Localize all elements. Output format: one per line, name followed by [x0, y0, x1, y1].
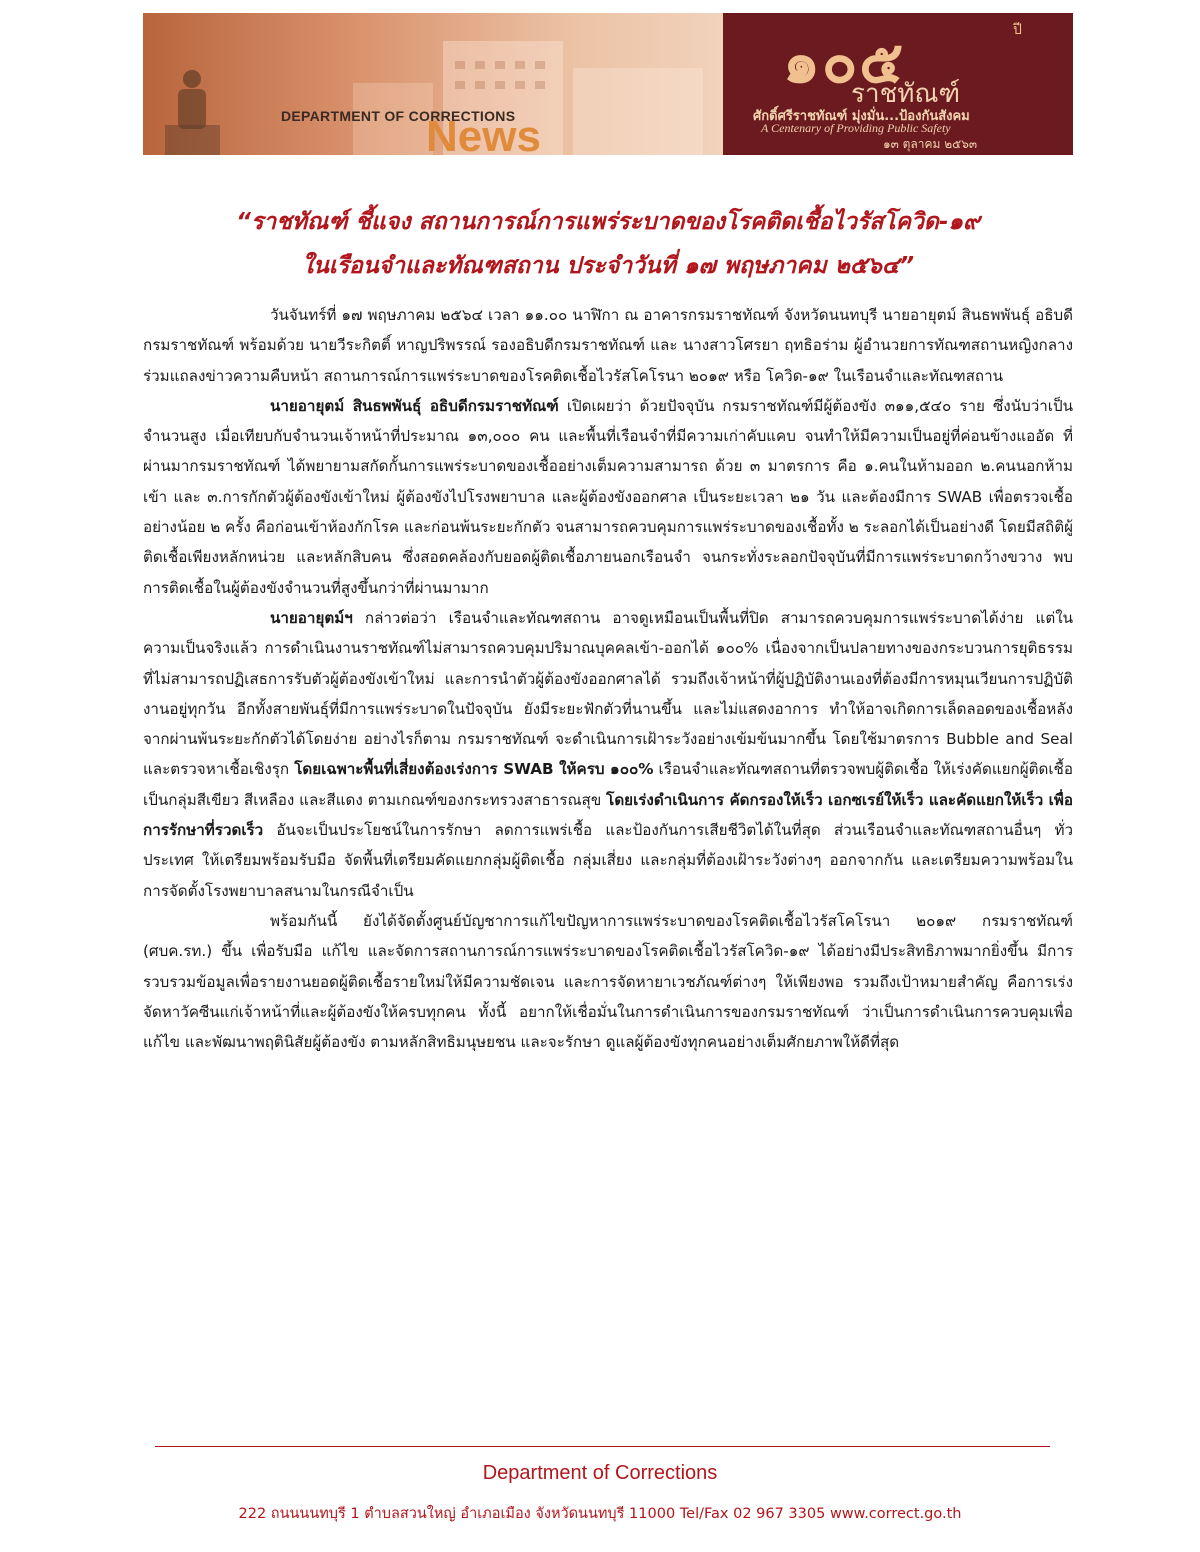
footer-divider: [155, 1446, 1050, 1447]
paragraph-3-bold-3: โดยเร่งดำเนินการ คัดกรองให้เร็ว เอกซเรย์ให้เร็ว และคัดแยกให้เร็ว เพื่อการรักษาที่รวดเร็ว: [143, 790, 1073, 840]
anniversary-date: ๑๓ ตุลาคม ๒๕๖๓: [883, 137, 978, 151]
anniversary-logo: [723, 13, 1073, 155]
anniversary-sup: ปี: [1013, 22, 1022, 38]
paragraph-2: [143, 391, 1073, 603]
headline-line-2: ในเรือนจำและทัณฑสถาน ประจำวันที่ ๑๗ พฤษภาคม ๒๕๖๔”: [301, 253, 915, 279]
headline-line-1: “ราชทัณฑ์ ชี้แจง สถานการณ์การแพร่ระบาดของโรคติดเชื้อไวรัสโควิด-๑๙: [236, 209, 980, 235]
paragraph-3: [143, 603, 1073, 906]
paragraph-3-bold-2: โดยเฉพาะพื้นที่เสี่ยงต้องเร่งการ SWAB ให้ครบ ๑๐๐%: [294, 760, 654, 779]
anniversary-title: ราชทัณฑ์: [851, 79, 961, 109]
paragraph-3-bold-1: นายอายุตม์ฯ: [270, 608, 353, 627]
anniversary-number: ๑๐๕: [783, 28, 906, 96]
banner-photo: [143, 13, 723, 155]
footer-organization: Department of Corrections: [482, 1462, 718, 1484]
paragraph-4: พร้อมกันนี้ ยังได้จัดตั้งศูนย์บัญชาการแก้ไขปัญหาการแพร่ระบาดของโรคติดเชื้อไวรัสโคโรนา ๒๐๑๙ กรมราชทัณฑ์ (ศบค.รท.) ขึ้น เพื่อรับมือ แก้ไข และจัดการสถานการณ์การแพร่ระบาดของโรคติดเชื้อไวรัสโควิด-๑๙ ได้อย่างมีประสิทธิภาพมากยิ่งขึ้น มีการรวบรวมข้อมูลเพื่อรายงานยอดผู้ติดเชื้อรายใหม่ให้มีความชัดเจน และการจัดหายาเวชภัณฑ์ต่างๆ ให้เพียงพอ รวมถึงเป้าหมายสำคัญ คือการเร่งจัดหาวัคซีนแก่เจ้าหน้าที่และผู้ต้องขังให้ครบทุกคน ทั้งนี้ อยากให้เชื่อมั่นในการดำเนินการของกรมราชทัณฑ์ ว่าเป็นการดำเนินการควบคุมเพื่อแก้ไข และพัฒนาพฤตินิสัยผู้ต้องขัง ตามหลักสิทธิมนุษยชน และจะรักษา ดูแลผู้ต้องขังทุกคนอย่างเต็มศักยภาพให้ดีที่สุด: [143, 911, 1073, 1052]
footer-address: 222 ถนนนนทบุรี 1 ตำบลสวนใหญ่ อำเภอเมือง จังหวัดนนทบุรี 11000 Tel/Fax 02 967 3305 www.correct.go.th: [238, 1506, 962, 1522]
anniversary-slogan: ศักดิ์ศรีราชทัณฑ์ มุ่งมั่น...ป้องกันสังคม: [753, 109, 970, 124]
news-label: News: [426, 112, 541, 155]
article-body: [143, 300, 1073, 1057]
paragraph-3-text-2: เรือนจำและทัณฑสถานที่ตรวจพบผู้ติดเชื้อ ให้เร่งคัดแยกผู้ติดเชื้อเป็นกลุ่มสีเขียว สีเหลือง และสีแดง ตามเกณฑ์ของกระทรวงสาธารณสุข: [143, 760, 1073, 809]
paragraph-3-text-1: กล่าวต่อว่า เรือนจำและทัณฑสถาน อาจดูเหมือนเป็นพื้นที่ปิด สามารถควบคุมการแพร่ระบาดได้ง่าย แต่ในความเป็นจริงแล้ว การดำเนินงานราชทัณฑ์ไม่สามารถควบคุมปริมาณบุคคลเข้า-ออกได้ ๑๐๐% เนื่องจากเป็นปลายทางของกระบวนการยุติธรรม ที่ไม่สามารถปฏิเสธการรับตัวผู้ต้องขังเข้าใหม่ และการนำตัวผู้ต้องขังออกศาลได้ รวมถึงเจ้าหน้าที่ผู้ปฏิบัติงานเองที่ต้องมีการหมุนเวียนการปฏิบัติงานอยู่ทุกวัน อีกทั้งสายพันธุ์ที่มีการแพร่ระบาดในปัจจุบัน ยังมีระยะฟักตัวที่นานขึ้น และไม่แสดงอาการ ทำให้อาจเกิดการเล็ดลอดของเชื้อหลังจากผ่านพ้นระยะกักตัวได้โดยง่าย อย่างไรก็ตาม กรมราชทัณฑ์ จะดำเนินการเฝ้าระวังอย่างเข้มข้นมากขึ้น โดยใช้มาตรการ Bubble and Seal และตรวจหาเชื้อเชิงรุก: [143, 608, 1073, 779]
press-headline: [143, 200, 1073, 288]
paragraph-3-text-3: อันจะเป็นประโยชน์ในการรักษา ลดการแพร่เชื้อ และป้องกันการเสียชีวิตได้ในที่สุด ส่วนเรือนจำและทัณฑสถานอื่นๆ ทั่วประเทศ ให้เตรียมพร้อมรับมือ จัดพื้นที่เตรียมคัดแยกกลุ่มผู้ติดเชื้อ กลุ่มเสี่ยง และกลุ่มที่ต้องเฝ้าระวังต่างๆ ออกจากกัน และเตรียมความพร้อมในการจัดตั้งโรงพยาบาลสนามในกรณีจำเป็น: [143, 821, 1073, 900]
paragraph-2-bold: นายอายุตม์ สินธพพันธุ์ อธิบดีกรมราชทัณฑ์: [270, 396, 559, 415]
header-banner: [143, 13, 1073, 155]
guard-silhouette-icon: [165, 65, 220, 155]
paragraph-1: วันจันทร์ที่ ๑๗ พฤษภาคม ๒๕๖๔ เวลา ๑๑.๐๐ นาฬิกา ณ อาคารกรมราชทัณฑ์ จังหวัดนนทบุรี นายอายุตม์ สินธพพันธุ์ อธิบดีกรมราชทัณฑ์ พร้อมด้วย นายวีระกิตติ์ หาญปริพรรณ์ รองอธิบดีกรมราชทัณฑ์ และ นางสาวโศรยา ฤทธิอร่าม ผู้อำนวยการทัณฑสถานหญิงกลาง ร่วมแถลงข่าวความคืบหน้า สถานการณ์การแพร่ระบาดของโรคติดเชื้อไวรัสโคโรนา ๒๐๑๙ หรือ โควิด-๑๙ ในเรือนจำและทัณฑสถาน: [143, 306, 1073, 385]
anniversary-english: A Centenary of Providing Public Safety: [761, 121, 951, 135]
dept-label: DEPARTMENT OF CORRECTIONS: [281, 108, 516, 124]
building-shape: [573, 68, 703, 155]
paragraph-2-text: เปิดเผยว่า ด้วยปัจจุบัน กรมราชทัณฑ์มีผู้ต้องขัง ๓๑๑,๕๔๐ ราย ซึ่งนับว่าเป็นจำนวนสูง เมื่อเทียบกับจำนวนเจ้าหน้าที่ประมาณ ๑๓,๐๐๐ คน และพื้นที่เรือนจำที่มีความเก่าคับแคบ จนทำให้มีความเป็นอยู่ที่ค่อนข้างแออัด ที่ผ่านมากรมราชทัณฑ์ ได้พยายามสกัดกั้นการแพร่ระบาดของเชื้ออย่างเต็มความสามารถ ด้วย ๓ มาตรการ คือ ๑.คนในห้ามออก ๒.คนนอกห้ามเข้า และ ๓.การกักตัวผู้ต้องขังเข้าใหม่ ผู้ต้องขังไปโรงพยาบาล และผู้ต้องขังออกศาล เป็นระยะเวลา ๒๑ วัน และต้องมีการ SWAB เพื่อตรวจเชื้ออย่างน้อย ๒ ครั้ง คือก่อนเข้าห้องกักโรค และก่อนพ้นระยะกักตัว จนสามารถควบคุมการแพร่ระบาดของเชื้อทั้ง ๒ ระลอกได้เป็นอย่างดี โดยมีสถิติผู้ติดเชื้อเพียงหลักหน่วย และหลักสิบคน ซึ่งสอดคล้องกับยอดผู้ติดเชื้อภายนอกเรือนจำ จนกระทั่งระลอกปัจจุบันที่มีการแพร่ระบาดกว้างขวาง พบการติดเชื้อในผู้ต้องขังจำนวนที่สูงขึ้นกว่าที่ผ่านมามาก: [143, 396, 1073, 597]
